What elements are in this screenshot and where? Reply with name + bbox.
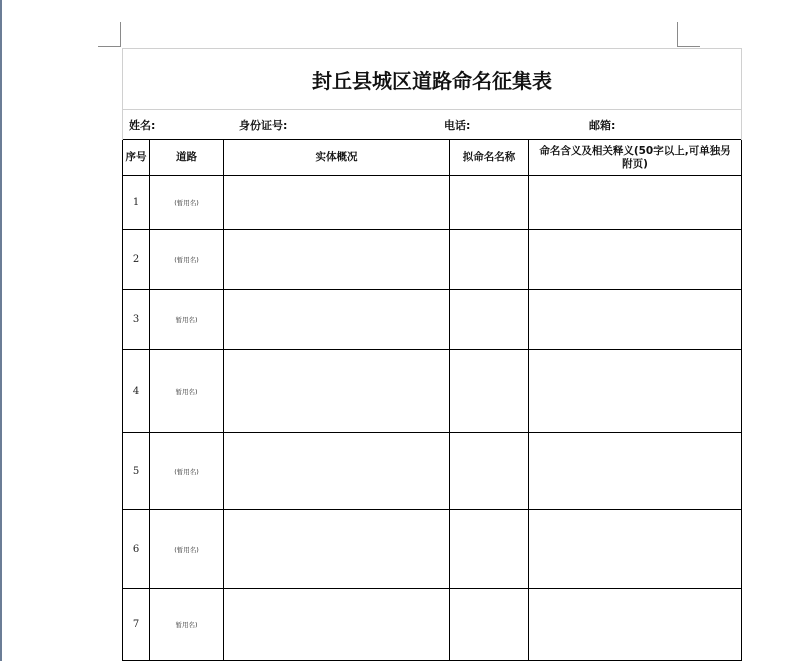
overview-cell[interactable]	[224, 176, 450, 230]
overview-cell[interactable]	[224, 433, 450, 510]
header-proposed-name: 拟命名名称	[450, 140, 529, 176]
postcode-label: 邮箱:	[589, 118, 616, 132]
proposed-name-cell[interactable]	[450, 176, 529, 230]
row-road-name: (暂用名)	[150, 433, 224, 510]
overview-cell[interactable]	[224, 230, 450, 290]
phone-label: 电话:	[444, 118, 471, 132]
id-number-label: 身份证号:	[239, 118, 288, 132]
crop-mark-top-left	[98, 22, 121, 47]
table-row	[123, 589, 742, 661]
table-row	[123, 290, 742, 350]
row-seq: 7	[123, 589, 150, 661]
overview-cell[interactable]	[224, 290, 450, 350]
proposed-name-cell[interactable]	[450, 290, 529, 350]
header-overview: 实体概况	[224, 140, 450, 176]
proposed-name-cell[interactable]	[450, 230, 529, 290]
table-header-row	[123, 140, 742, 176]
meaning-cell[interactable]	[529, 433, 742, 510]
row-seq: 3	[123, 290, 150, 350]
meaning-cell[interactable]	[529, 510, 742, 589]
row-road-name: 暂用名)	[150, 589, 224, 661]
row-seq: 6	[123, 510, 150, 589]
table-row	[123, 433, 742, 510]
overview-cell[interactable]	[224, 510, 450, 589]
table-row	[123, 350, 742, 433]
meaning-cell[interactable]	[529, 176, 742, 230]
row-road-name: (暂用名)	[150, 230, 224, 290]
header-road: 道路	[150, 140, 224, 176]
form-title: 封丘县城区道路命名征集表	[123, 49, 742, 110]
header-meaning: 命名含义及相关释义(50字以上,可单独另附页)	[529, 140, 742, 176]
row-road-name: (暂用名)	[150, 176, 224, 230]
table-row	[123, 510, 742, 589]
proposed-name-cell[interactable]	[450, 433, 529, 510]
table-row	[123, 176, 742, 230]
row-road-name: 暂用名)	[150, 350, 224, 433]
proposed-name-cell[interactable]	[450, 350, 529, 433]
meaning-cell[interactable]	[529, 230, 742, 290]
crop-mark-top-right	[677, 22, 700, 47]
row-road-name: (暂用名)	[150, 510, 224, 589]
name-label: 姓名:	[129, 118, 156, 132]
table-row	[123, 230, 742, 290]
meaning-cell[interactable]	[529, 350, 742, 433]
meaning-cell[interactable]	[529, 589, 742, 661]
proposed-name-cell[interactable]	[450, 589, 529, 661]
applicant-info-row	[123, 110, 742, 140]
row-seq: 5	[123, 433, 150, 510]
row-road-name: 暂用名)	[150, 290, 224, 350]
row-seq: 1	[123, 176, 150, 230]
header-seq: 序号	[123, 140, 150, 176]
overview-cell[interactable]	[224, 589, 450, 661]
meaning-cell[interactable]	[529, 290, 742, 350]
overview-cell[interactable]	[224, 350, 450, 433]
row-seq: 4	[123, 350, 150, 433]
proposed-name-cell[interactable]	[450, 510, 529, 589]
page-left-edge	[0, 0, 2, 661]
row-seq: 2	[123, 230, 150, 290]
road-naming-form	[122, 48, 742, 661]
